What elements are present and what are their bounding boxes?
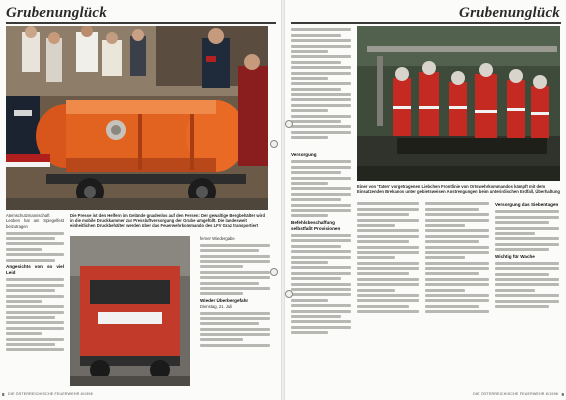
right-header-rule bbox=[291, 22, 561, 24]
text-line bbox=[200, 312, 270, 315]
text-line bbox=[291, 77, 328, 80]
text-line bbox=[200, 282, 259, 285]
right-col-1 bbox=[291, 26, 351, 142]
text-line bbox=[357, 240, 409, 243]
text-line bbox=[200, 287, 270, 290]
text-line bbox=[291, 304, 351, 307]
text-line bbox=[291, 72, 351, 75]
text-line bbox=[200, 265, 243, 268]
text-line bbox=[357, 219, 419, 222]
text-line bbox=[200, 292, 243, 295]
text-line bbox=[495, 289, 535, 292]
text-line bbox=[425, 299, 489, 302]
left-col1-subhead: Angesichts von so viel Leid bbox=[6, 263, 64, 275]
text-line bbox=[291, 239, 351, 242]
text-line bbox=[200, 249, 259, 252]
photo-rescue-team-image bbox=[357, 26, 560, 181]
text-line bbox=[6, 259, 55, 262]
text-line bbox=[6, 253, 64, 256]
text-line bbox=[291, 182, 328, 185]
text-line bbox=[291, 98, 351, 101]
text-line bbox=[291, 193, 351, 196]
text-line bbox=[495, 283, 559, 286]
text-line bbox=[291, 61, 341, 64]
text-line bbox=[291, 93, 351, 96]
text-line bbox=[6, 248, 42, 251]
left-header-rule bbox=[6, 22, 276, 24]
text-line bbox=[291, 272, 351, 275]
text-line bbox=[291, 331, 328, 334]
text-line bbox=[291, 88, 341, 91]
left-header-title: Grubenunglück bbox=[6, 4, 107, 21]
text-line bbox=[357, 235, 419, 238]
text-line bbox=[6, 321, 64, 324]
right-page-footer: DIE ÖSTERREICHISCHE FEUERWEHR 8/1998 bbox=[473, 392, 558, 396]
text-line bbox=[495, 267, 559, 270]
text-line bbox=[200, 322, 259, 325]
binder-hole bbox=[285, 120, 293, 128]
text-line bbox=[291, 66, 351, 69]
text-line bbox=[357, 278, 419, 281]
text-line bbox=[425, 229, 489, 232]
text-line bbox=[291, 160, 351, 163]
text-line bbox=[200, 333, 270, 336]
text-line bbox=[291, 39, 351, 42]
text-line bbox=[200, 244, 270, 247]
text-line bbox=[291, 115, 351, 118]
photo-fire-vehicle bbox=[70, 236, 190, 386]
text-line bbox=[200, 328, 270, 331]
left-page bbox=[0, 0, 281, 400]
text-line bbox=[425, 202, 489, 205]
text-line bbox=[6, 311, 64, 314]
text-line bbox=[291, 320, 351, 323]
text-line bbox=[357, 224, 395, 227]
text-line bbox=[291, 214, 328, 217]
text-line bbox=[291, 104, 351, 107]
text-line bbox=[357, 208, 419, 211]
text-line bbox=[357, 262, 419, 265]
text-line bbox=[6, 242, 64, 245]
left-photo-caption: Die Presse ist den Helfern im Gelände gnadenlos auf den Fersen: Der gewaltige Bergbehälter wird in die mobile Druckkammer zur Pressluftversorgung der Grube umgefüllt. Die landesweit einheitlichen Druckbehälter werden über das Feuerwehrkommando des LFV Graz transportiert bbox=[70, 213, 266, 228]
text-line bbox=[425, 262, 489, 265]
text-line bbox=[495, 248, 549, 251]
left-page-header bbox=[6, 4, 107, 22]
right-page-header bbox=[459, 4, 560, 22]
text-line bbox=[357, 305, 409, 308]
text-line bbox=[6, 316, 55, 319]
left-col2-date: Dienstag, 21. Juli bbox=[200, 303, 233, 309]
text-line bbox=[357, 256, 395, 259]
left-col2-subhead: Wieder Überbergefahr bbox=[200, 297, 249, 303]
text-line bbox=[6, 278, 64, 281]
text-line bbox=[291, 204, 351, 207]
text-line bbox=[357, 251, 419, 254]
text-line bbox=[291, 288, 351, 291]
text-line bbox=[425, 305, 479, 308]
text-line bbox=[291, 256, 351, 259]
text-line bbox=[425, 251, 489, 254]
text-line bbox=[291, 293, 351, 296]
text-line bbox=[425, 256, 465, 259]
text-line bbox=[291, 326, 351, 329]
right-photo-caption: Einer von 'Taten' vorgetragenen Liebchen Frontlinie von Ortswehrkommandos kämpft mit dem Einsatzenden Brekanos unter gebietsweisen Anstrengungen beim unterirdischen Erdfall, Überhaltung bbox=[357, 184, 560, 194]
text-line bbox=[291, 166, 351, 169]
text-line bbox=[6, 348, 64, 351]
text-line bbox=[291, 125, 351, 128]
photo-rescue-team bbox=[357, 26, 560, 181]
photo-orange-tank bbox=[6, 26, 268, 210]
text-line bbox=[291, 55, 351, 58]
left-col-2 bbox=[200, 236, 270, 349]
text-line bbox=[6, 338, 64, 341]
text-line bbox=[357, 299, 419, 302]
text-line bbox=[425, 246, 489, 249]
text-line bbox=[291, 109, 328, 112]
text-line bbox=[6, 305, 64, 308]
right-col-3 bbox=[425, 200, 489, 316]
right-col1-subhead2: Befehlsbeschaffung selbstfaßt Provisionen bbox=[291, 219, 341, 231]
text-line bbox=[357, 294, 419, 297]
text-line bbox=[495, 221, 549, 224]
text-line bbox=[495, 243, 559, 246]
text-line bbox=[291, 171, 341, 174]
right-col4-subhead: Versorgung das Siebentagen bbox=[495, 202, 559, 207]
right-col1-subhead: Versorgung bbox=[291, 152, 317, 157]
text-line bbox=[425, 240, 479, 243]
text-line bbox=[291, 45, 351, 48]
text-line bbox=[357, 213, 409, 216]
text-line bbox=[291, 315, 341, 318]
text-line bbox=[200, 338, 243, 341]
text-line bbox=[291, 136, 328, 139]
text-line bbox=[200, 344, 270, 347]
text-line bbox=[291, 283, 351, 286]
right-col-2 bbox=[357, 200, 419, 316]
text-line bbox=[291, 234, 351, 237]
text-line bbox=[291, 245, 341, 248]
left-col-1 bbox=[6, 213, 64, 354]
text-line bbox=[425, 224, 465, 227]
text-line bbox=[357, 267, 419, 270]
right-page bbox=[285, 0, 566, 400]
text-line bbox=[495, 237, 559, 240]
text-line bbox=[357, 202, 419, 205]
text-line bbox=[200, 255, 270, 258]
text-line bbox=[357, 229, 419, 232]
text-line bbox=[291, 34, 341, 37]
photo-orange-tank-image bbox=[6, 26, 268, 210]
text-line bbox=[495, 273, 549, 276]
text-line bbox=[357, 246, 419, 249]
text-line bbox=[495, 300, 559, 303]
text-line bbox=[495, 227, 559, 230]
text-line bbox=[291, 209, 351, 212]
left-page-number: 8 bbox=[2, 392, 5, 397]
text-line bbox=[425, 283, 489, 286]
text-line bbox=[6, 284, 64, 287]
text-line bbox=[357, 310, 419, 313]
binder-hole bbox=[270, 268, 278, 276]
text-line bbox=[6, 295, 64, 298]
text-line bbox=[6, 232, 64, 235]
text-line bbox=[425, 310, 489, 313]
right-page-number: 9 bbox=[561, 392, 564, 397]
text-line bbox=[6, 327, 64, 330]
right-col-4 bbox=[495, 200, 559, 310]
text-line bbox=[425, 272, 479, 275]
text-line bbox=[357, 289, 395, 292]
text-line bbox=[6, 300, 42, 303]
text-line bbox=[291, 82, 351, 85]
text-line bbox=[357, 272, 409, 275]
text-line bbox=[425, 289, 465, 292]
text-line bbox=[425, 219, 489, 222]
right-col-1-lower bbox=[291, 150, 351, 337]
right-col4-subhead2: Wichtig für Wache bbox=[495, 253, 535, 259]
text-line bbox=[495, 210, 559, 213]
text-line bbox=[425, 208, 479, 211]
text-line bbox=[200, 271, 270, 274]
text-line bbox=[291, 50, 328, 53]
text-line bbox=[6, 237, 55, 240]
text-line bbox=[425, 267, 489, 270]
text-line bbox=[291, 198, 341, 201]
text-line bbox=[495, 294, 559, 297]
text-line bbox=[200, 317, 270, 320]
text-line bbox=[291, 120, 341, 123]
text-line bbox=[200, 276, 270, 279]
text-line bbox=[495, 232, 535, 235]
right-header-title: Grubenunglück bbox=[459, 4, 560, 21]
text-line bbox=[495, 216, 559, 219]
text-line bbox=[291, 299, 328, 302]
left-col1-lead: Atemschutzmannschaft Leoben hat am Spiegelfest beizutragen bbox=[6, 213, 64, 229]
text-line bbox=[6, 289, 55, 292]
text-line bbox=[495, 278, 559, 281]
binder-hole bbox=[270, 140, 278, 148]
text-line bbox=[425, 235, 489, 238]
text-line bbox=[291, 266, 351, 269]
text-line bbox=[291, 277, 341, 280]
text-line bbox=[291, 187, 351, 190]
text-line bbox=[357, 283, 419, 286]
text-line bbox=[291, 177, 351, 180]
text-line bbox=[425, 278, 489, 281]
text-line bbox=[6, 332, 42, 335]
text-line bbox=[495, 305, 549, 308]
text-line bbox=[425, 294, 489, 297]
text-line bbox=[6, 343, 55, 346]
text-line bbox=[425, 213, 489, 216]
text-line bbox=[200, 260, 270, 263]
left-col2-lead: ferner Wiedergabe bbox=[200, 236, 235, 241]
text-line bbox=[291, 310, 351, 313]
photo-fire-vehicle-image bbox=[70, 236, 190, 386]
left-page-footer: DIE ÖSTERREICHISCHE FEUERWEHR 8/1998 bbox=[8, 392, 93, 396]
text-line bbox=[291, 261, 328, 264]
text-line bbox=[495, 262, 559, 265]
binder-hole bbox=[285, 290, 293, 298]
text-line bbox=[291, 28, 351, 31]
text-line bbox=[291, 131, 351, 134]
text-line bbox=[291, 250, 351, 253]
